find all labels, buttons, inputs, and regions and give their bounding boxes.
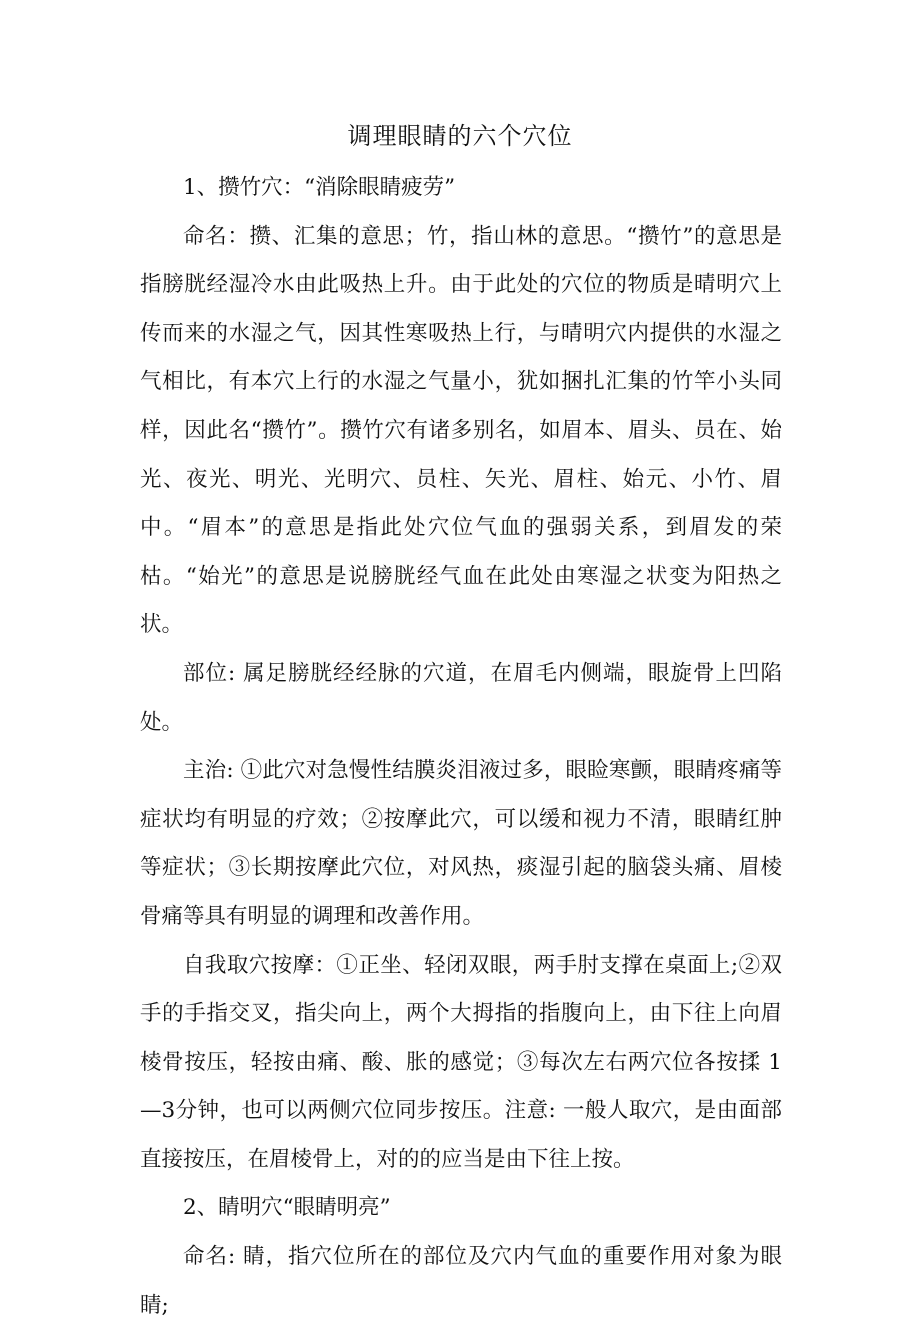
- paragraph-naming-1: 命名：攒、汇集的意思；竹，指山林的意思。“攒竹”的意思是指膀胱经湿冷水由此吸热上升。由于此处的穴位的物质是晴明穴上传而来的水湿之气，因其性寒吸热上行，与晴明穴内提供的水湿之气相比，有本穴上行的水湿之气量小，犹如捆扎汇集的竹竿小头同样，因此名“攒竹”。攒竹穴有诸多别名，如眉本、眉头、员在、始光、夜光、明光、光明穴、员柱、矢光、眉柱、始元、小竹、眉中。“眉本”的意思是指此处穴位气血的强弱关系，到眉发的荣枯。“始光”的意思是说膀胱经气血在此处由寒湿之状变为阳热之状。: [140, 223, 782, 638]
- document-body: [140, 164, 782, 1330]
- paragraph-indications-1: 主治: ①此穴对急慢性结膜炎泪液过多，眼睑寒颤，眼睛疼痛等症状均有明显的疗效；②按摩此穴，可以缓和视力不清，眼睛红肿等症状；③长期按摩此穴位，对风热，痰湿引起的脑袋头痛、眉棱骨痛等具有明显的调理和改善作用。: [140, 758, 782, 929]
- paragraph-massage-1: 自我取穴按摩：①正坐、轻闭双眼，两手肘支撑在桌面上;②双手的手指交叉，指尖向上，两个大拇指的指腹向上，由下往上向眉棱骨按压，轻按由痛、酸、胀的感觉；③每次左右两穴位各按揉 1—3分钟，也可以两侧穴位同步按压。注意: 一般人取穴，是由面部直接按压，在眉棱骨上，对的的应当是由下往上按。: [140, 952, 782, 1172]
- document-title: 调理眼睛的六个穴位: [347, 122, 573, 150]
- section-heading-1: 1、攒竹穴：“消除眼睛疲劳”: [183, 175, 456, 200]
- section-heading-2: 2、睛明穴“眼睛明亮”: [183, 1195, 391, 1221]
- paragraph-location-1: 部位: 属足膀胱经经脉的穴道，在眉毛内侧端，眼旋骨上凹陷处。: [140, 660, 782, 735]
- paragraph-naming-2: 命名: 睛，指穴位所在的部位及穴内气血的重要作用对象为眼睛;: [140, 1244, 782, 1318]
